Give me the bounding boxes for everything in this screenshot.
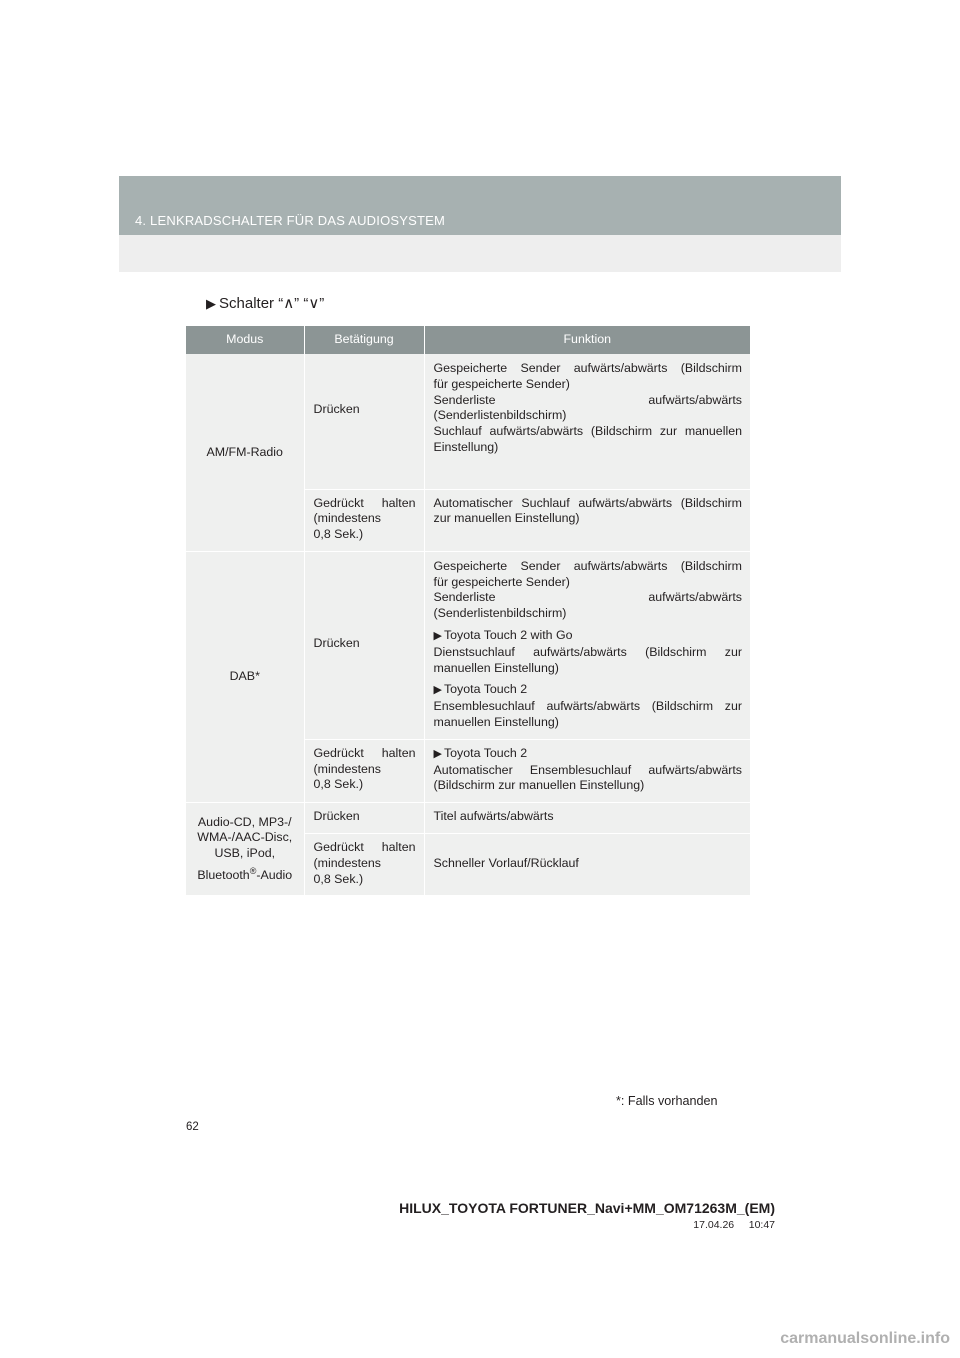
- action-line: (mindestens: [313, 761, 381, 776]
- mode-suffix: -Audio: [256, 868, 293, 883]
- function-line: Ensemblesuchlauf aufwärts/abwärts (Bildschirm zur: [433, 699, 742, 714]
- variant-title-text: Toyota Touch 2 with Go: [443, 628, 573, 643]
- action-cell: [304, 489, 424, 551]
- section-title: 4. LENKRADSCHALTER FÜR DAS AUDIOSYSTEM: [135, 213, 446, 228]
- column-header-betaetigung: Betätigung: [304, 326, 424, 354]
- function-line: manuellen Einstellung): [433, 715, 559, 730]
- function-cell: [424, 551, 750, 739]
- column-header-funktion: Funktion: [424, 326, 750, 354]
- document-id: HILUX_TOYOTA FORTUNER_Navi+MM_OM71263M_(EM): [399, 1200, 775, 1216]
- function-line: für gespeicherte Sender): [433, 376, 570, 391]
- watermark: carmanualsonline.info: [780, 1330, 950, 1347]
- variant-title: [434, 628, 743, 645]
- action-cell: Drücken: [304, 354, 424, 489]
- footnote: *: Falls vorhanden: [616, 1094, 718, 1108]
- action-line: Gedrückt halten: [313, 840, 416, 855]
- function-table: [186, 326, 750, 896]
- mode-cell-dab: DAB*: [186, 551, 304, 802]
- function-cell: Schneller Vorlauf/Rücklauf: [424, 834, 750, 896]
- action-line: Gedrückt halten: [313, 495, 416, 510]
- action-line: (mindestens: [313, 511, 381, 526]
- function-line: zur manuellen Einstellung): [433, 511, 580, 526]
- function-cell: [424, 354, 750, 489]
- column-header-modus: Modus: [186, 326, 304, 354]
- function-line: Suchlauf aufwärts/abwärts (Bildschirm zur manuellen: [433, 424, 742, 439]
- variant-title: [434, 746, 743, 763]
- action-cell: Drücken: [304, 803, 424, 834]
- function-line: Gespeicherte Sender aufwärts/abwärts (Bildschirm: [433, 558, 742, 573]
- function-line: Senderliste aufwärts/abwärts: [433, 392, 742, 407]
- subheading: [206, 294, 324, 312]
- function-line: für gespeicherte Sender): [433, 574, 570, 589]
- page-number: 62: [186, 1121, 199, 1133]
- mode-bluetooth: Bluetooth: [197, 868, 250, 883]
- table-row: [186, 551, 750, 739]
- function-line: Automatischer Ensemblesuchlauf aufwärts/abwärts: [433, 762, 742, 777]
- table-row: [186, 354, 750, 489]
- triangle-marker-icon: ▶: [206, 296, 216, 311]
- triangle-marker-icon: ▶: [433, 684, 442, 697]
- document-date: 17.04.26 10:47: [693, 1219, 775, 1231]
- action-line: 0,8 Sek.): [313, 871, 364, 886]
- function-line: (Bildschirm zur manuellen Einstellung): [433, 778, 645, 793]
- table-row: [186, 803, 750, 834]
- function-line: Einstellung): [433, 439, 499, 454]
- action-cell: [304, 834, 424, 896]
- table-header-row: [186, 326, 750, 354]
- action-cell: [304, 739, 424, 802]
- function-line: (Senderlistenbildschirm): [433, 408, 567, 423]
- function-line: Senderliste aufwärts/abwärts: [433, 590, 742, 605]
- variant-title: [434, 682, 743, 699]
- variant-block: [434, 628, 743, 676]
- triangle-marker-icon: ▶: [433, 630, 442, 643]
- mode-cell-amfm: AM/FM-Radio: [186, 354, 304, 551]
- variant-title-text: Toyota Touch 2: [443, 682, 528, 697]
- subheading-text: Schalter “∧” “∨”: [219, 295, 325, 312]
- function-line: Dienstsuchlauf aufwärts/abwärts (Bildschirm zur: [433, 644, 742, 659]
- action-line: 0,8 Sek.): [313, 777, 364, 792]
- function-cell: [424, 489, 750, 551]
- mode-cell-audio: [186, 803, 304, 896]
- mode-line: Audio-CD, MP3-/: [197, 814, 292, 829]
- mode-line: [190, 864, 300, 884]
- mode-line: USB, iPod,: [214, 846, 276, 861]
- action-line: Gedrückt halten: [313, 745, 416, 760]
- action-line: 0,8 Sek.): [313, 527, 364, 542]
- registered-mark: ®: [249, 866, 257, 877]
- function-line: Gespeicherte Sender aufwärts/abwärts (Bildschirm: [433, 361, 742, 375]
- variant-title-text: Toyota Touch 2: [443, 745, 528, 760]
- action-cell: Drücken: [304, 551, 424, 739]
- function-cell: Titel aufwärts/abwärts: [424, 803, 750, 834]
- action-line: (mindestens: [313, 855, 381, 870]
- function-line: manuellen Einstellung): [433, 660, 559, 675]
- triangle-marker-icon: ▶: [433, 747, 442, 760]
- function-line: Automatischer Suchlauf aufwärts/abwärts (Bildschirm: [433, 495, 742, 510]
- function-cell: [424, 739, 750, 802]
- mode-line: WMA-/AAC-Disc,: [197, 830, 293, 845]
- variant-block: [434, 682, 743, 730]
- function-line: (Senderlistenbildschirm): [433, 606, 567, 621]
